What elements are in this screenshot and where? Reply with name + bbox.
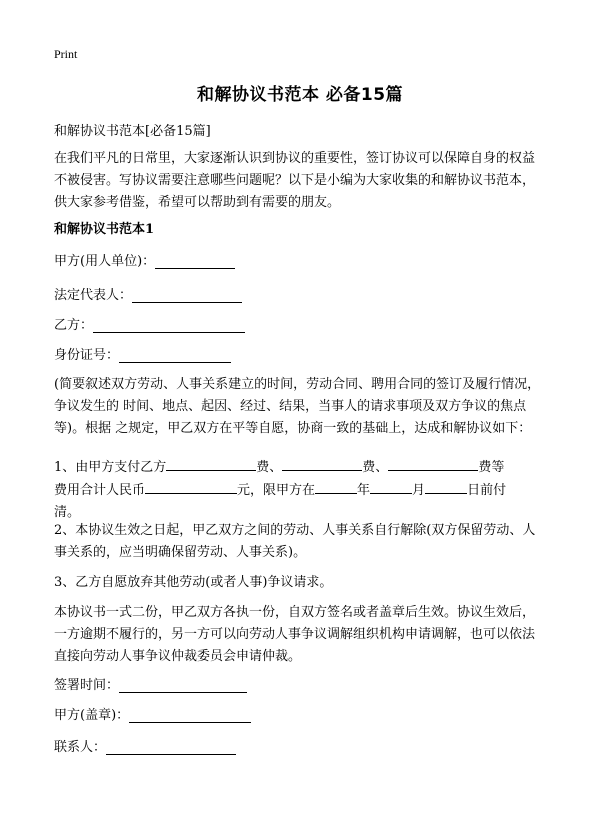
legal-rep-field — [54, 284, 242, 303]
legal-rep-blank — [132, 288, 242, 303]
contact-blank — [106, 740, 236, 755]
blank — [166, 456, 256, 471]
background-paragraph: (简要叙述双方劳动、人事关系建立的时间，劳动合同、聘用合同的签订及履行情况，争议发生的 时间、地点、起因、经过、结果，当事人的请求事项及双方争议的焦点等)。根据 之规定，甲乙双方在平等自愿，协商一致的基础上，达成和解协议如下： — [54, 377, 541, 436]
party-a-blank — [155, 254, 235, 269]
legal-rep-label: 法定代表人： — [54, 288, 133, 303]
clause1-fee1: 费、 — [256, 460, 283, 475]
clause1-year: 年 — [357, 483, 371, 498]
blank — [370, 479, 412, 494]
contact-field — [54, 736, 236, 755]
clause1-prefix: 1、由甲方支付乙方 — [54, 460, 167, 475]
id-number-label: 身份证号： — [54, 348, 120, 363]
clause1-end: 清。 — [54, 505, 81, 520]
party-a-seal-field — [54, 704, 251, 723]
print-link[interactable]: Print — [54, 47, 78, 61]
party-a-field — [54, 250, 235, 269]
clause1-total: 费用合计人民币 — [54, 483, 146, 498]
blank — [145, 479, 237, 494]
party-b-field — [54, 314, 245, 333]
party-a-seal-label: 甲方(盖章)： — [54, 708, 130, 723]
clause1-before: 日前付 — [467, 483, 507, 498]
blank — [282, 456, 362, 471]
party-b-blank — [93, 318, 245, 333]
clause1-fee3: 费等 — [478, 460, 505, 475]
intro-paragraph: 在我们平凡的日常里，大家逐渐认识到协议的重要性，签订协议可以保障自身的权益不被侵害。写协议需要注意哪些问题呢？以下是小编为大家收集的和解协议书范本，供大家参考借鉴，希望可以帮助到有需要的朋友。 — [54, 151, 536, 210]
clause1-fee2: 费、 — [362, 460, 389, 475]
id-number-blank — [119, 348, 231, 363]
clause1-yuan: 元，限甲方在 — [237, 483, 316, 498]
clause1-month: 月 — [412, 483, 426, 498]
sign-time-blank — [119, 678, 247, 693]
document-subtitle: 和解协议书范本[必备15篇] — [54, 124, 211, 139]
section-heading: 和解协议书范本1 — [54, 222, 155, 237]
clause-2: 2、本协议生效之日起，甲乙双方之间的劳动、人事关系自行解除(双方保留劳动、人事关系的，应当明确保留劳动、人事关系)。 — [54, 523, 536, 560]
id-number-field — [54, 344, 231, 363]
party-b-label: 乙方： — [54, 318, 94, 333]
blank — [388, 456, 478, 471]
sign-time-field — [54, 674, 247, 693]
party-a-label: 甲方(用人单位)： — [54, 254, 156, 269]
clause-3: 3、乙方自愿放弃其他劳动(或者人事)争议请求。 — [54, 575, 333, 590]
blank — [425, 479, 467, 494]
contact-label: 联系人： — [54, 740, 107, 755]
sign-time-label: 签署时间： — [54, 678, 120, 693]
party-a-seal-blank — [129, 708, 251, 723]
page-title: 和解协议书范本 必备15篇 — [196, 85, 404, 105]
clause-1 — [54, 456, 546, 524]
closing-paragraph: 本协议书一式二份，甲乙双方各执一份，自双方签名或者盖章后生效。协议生效后，一方逾期不履行的，另一方可以向劳动人事争议调解组织机构申请调解，也可以依法直接向劳动人事争议仲裁委员会申请仲裁。 — [54, 605, 536, 664]
blank — [315, 479, 357, 494]
